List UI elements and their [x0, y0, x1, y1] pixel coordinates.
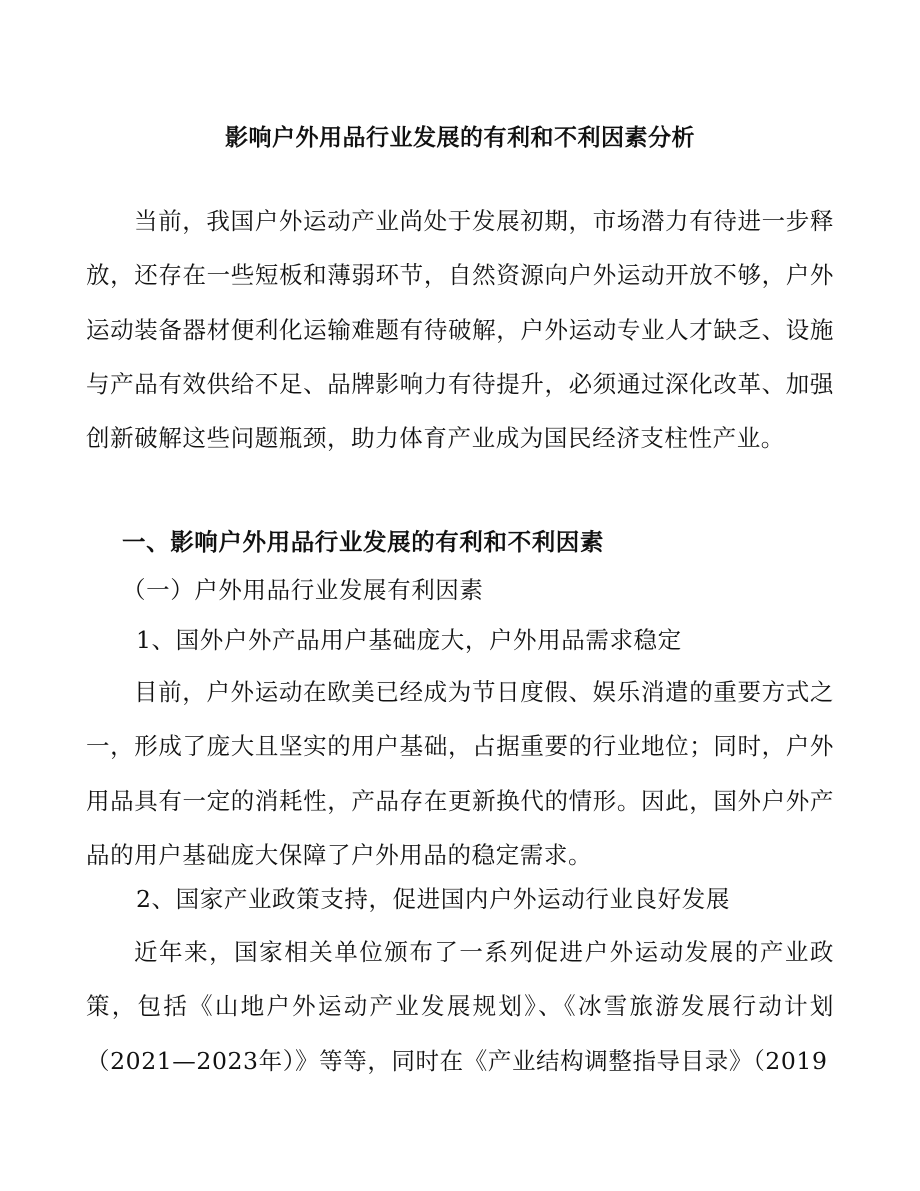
item-body-1: 目前，户外运动在欧美已经成为节日度假、娱乐消遣的重要方式之一，形成了庞大且坚实的用户基础，占据重要的行业地位；同时，户外用品具有一定的消耗性，产品存在更新换代的情形。因此，国外户外产品的用户基础庞大保障了户外用品的稳定需求。	[86, 678, 834, 869]
document-title: 影响户外用品行业发展的有利和不利因素分析	[225, 124, 695, 151]
item-heading-2: 2、国家产业政策支持，促进国内户外运动行业良好发展	[136, 885, 730, 913]
intro-paragraph: 当前，我国户外运动产业尚处于发展初期，市场潜力有待进一步释放，还存在一些短板和薄弱环节，自然资源向户外运动开放不够，户外运动装备器材便利化运输难题有待破解，户外运动专业人才缺乏、设施与产品有效供给不足、品牌影响力有待提升，必须通过深化改革、加强创新破解这些问题瓶颈，助力体育产业成为国民经济支柱性产业。	[86, 207, 834, 453]
section-heading: 一、影响户外用品行业发展的有利和不利因素	[122, 528, 604, 556]
item-heading-1: 1、国外户外产品用户基础庞大，户外用品需求稳定	[136, 626, 682, 654]
item-body-2: 近年来，国家相关单位颁布了一系列促进户外运动发展的产业政策，包括《山地户外运动产业发展规划》、《冰雪旅游发展行动计划（2021—2023年）》等等，同时在《产业结构调整指导目录》（2019	[86, 938, 834, 1075]
subsection-heading: （一）户外用品行业发展有利因素	[122, 576, 484, 604]
